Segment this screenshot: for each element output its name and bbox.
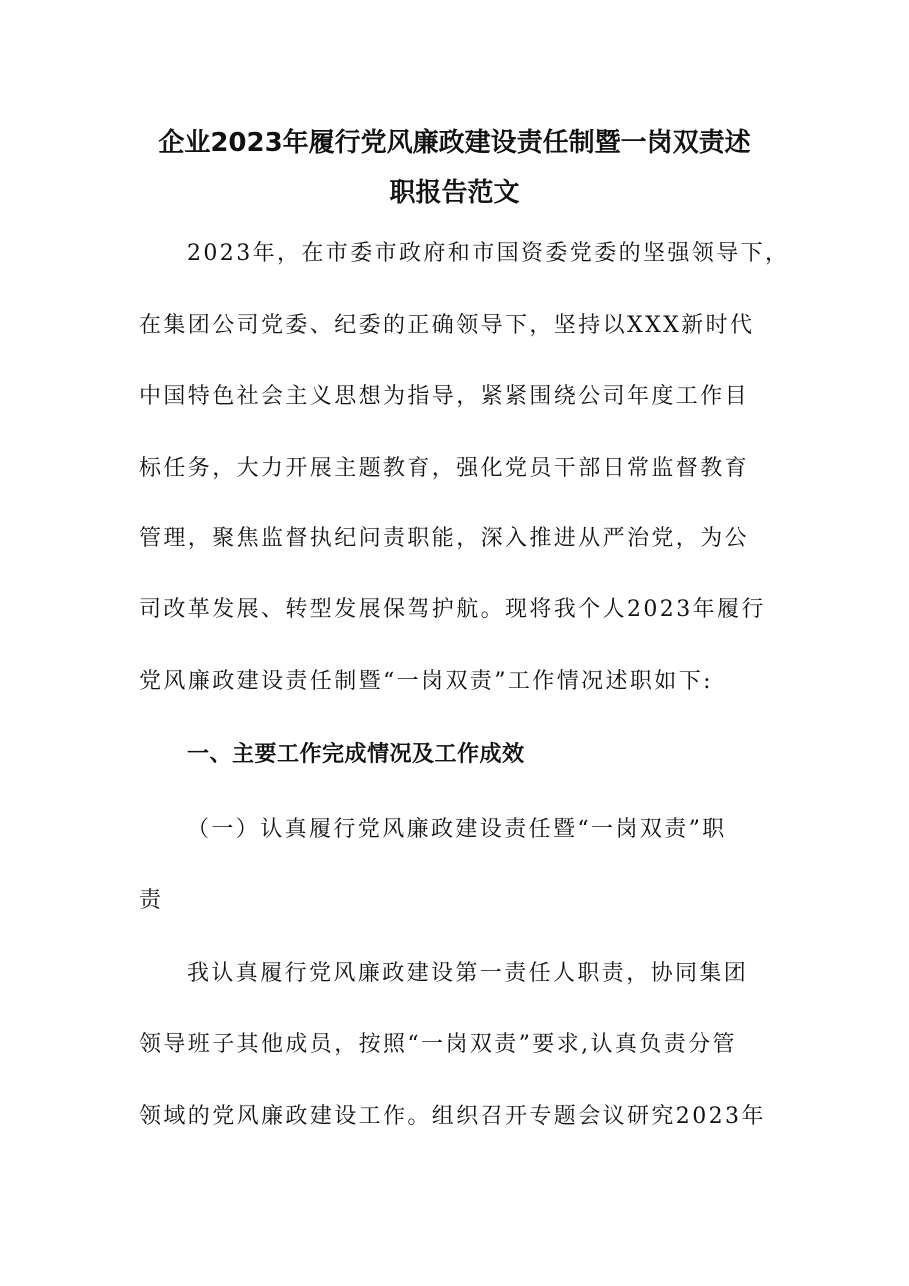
paragraph-line: 管理，聚焦监督执纪问责职能，深入推进从严治党，为公 — [139, 526, 750, 551]
document-title-line-1: 企业2023年履行党风廉政建设责任制暨一岗双责述 — [158, 128, 751, 158]
paragraph-line: 司改革发展、转型发展保驾护航。现将我个人2023年履行 — [139, 597, 766, 622]
section-heading: 一、主要工作完成情况及工作成效 — [187, 742, 525, 767]
subsection-heading-line: （一）认真履行党风廉政建设责任暨“一岗双责”职 — [187, 817, 727, 842]
paragraph-line: 标任务，大力开展主题教育，强化党员干部日常监督教育 — [139, 456, 750, 481]
paragraph-line: 领域的党风廉政建设工作。组织召开专题会议研究2023年 — [139, 1104, 766, 1129]
paragraph-line: 中国特色社会主义思想为指导，紧紧围绕公司年度工作目 — [139, 384, 750, 409]
paragraph-line: 2023年，在市委市政府和市国资委党委的坚强领导下， — [187, 241, 790, 266]
paragraph-line: 在集团公司党委、纪委的正确领导下，坚持以XXX新时代 — [139, 313, 755, 338]
paragraph-line: 党风廉政建设责任制暨“一岗双责”工作情况述职如下: — [139, 669, 713, 694]
document-title-line-2: 职报告范文 — [389, 178, 520, 208]
paragraph-line: 领导班子其他成员，按照“一岗双责”要求,认真负责分管 — [139, 1032, 737, 1057]
paragraph-line: 我认真履行党风廉政建设第一责任人职责，协同集团 — [187, 961, 749, 986]
subsection-heading-line: 责 — [139, 888, 164, 913]
